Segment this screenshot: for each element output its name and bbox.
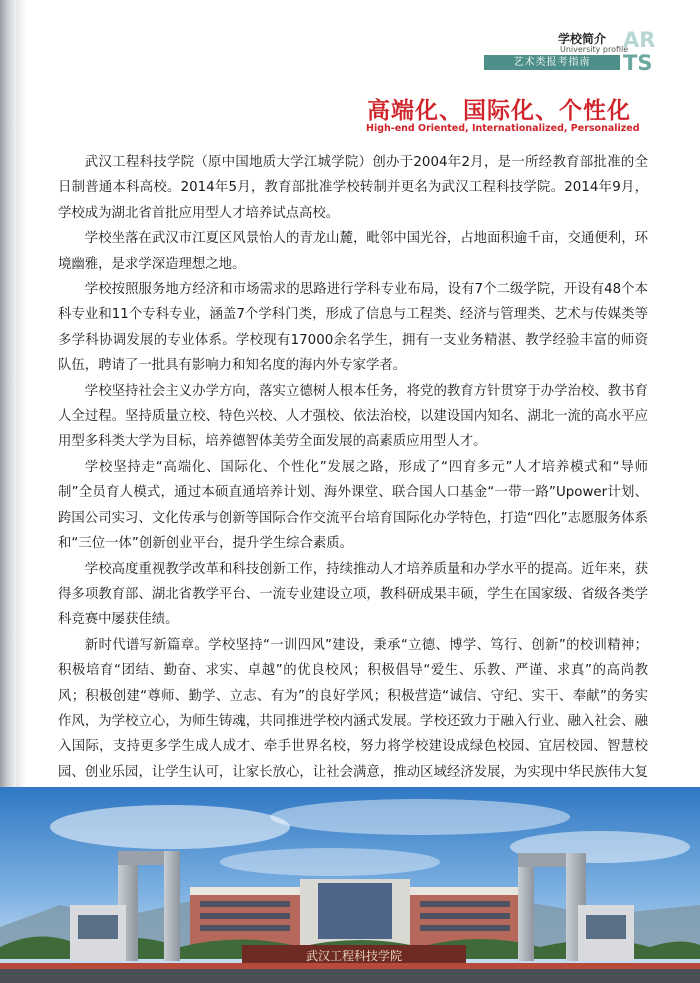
road: [0, 969, 700, 983]
arts-logo-icon: [622, 26, 668, 72]
paragraph-internationalization: 学校坚持走“高端化、国际化、个性化”发展之路，形成了“四育多元”人才培养模式和“导师制”全员育人模式，通过本硕直通培养计划、海外课堂、联合国人口基金“一带一路”Upower计划、跨国公司实习、文化传承与创新等国际合作交流平台培育国际化办学特色，打造“四化”志愿服务体系和“三位一体”创新创业平台，提升学生综合素质。: [58, 459, 648, 552]
campus-gate-photo: [0, 787, 700, 983]
logo-letters-bottom: TS: [623, 51, 653, 72]
right-gate-pillar: [518, 853, 534, 961]
headline-cn: 高端化、国际化、个性化: [367, 97, 631, 124]
paragraph-location: 学校坐落在武汉市江夏区风景怡人的青龙山麓，毗邻中国光谷，占地面积逾千亩，交通便利，环境幽雅，是求学深造理想之地。: [58, 231, 648, 272]
gate-sign-text: 武汉工程科技学院: [305, 949, 403, 963]
paragraph-disciplines: 学校按照服务地方经济和市场需求的思路进行学科专业布局，设有7个二级学院，开设有48个本科专业和11个专科专业，涵盖7个学科门类，形成了信息与工程类、经济与管理类、艺术与传媒类等多学科协调发展的专业体系。学校现有17000余名学生，拥有一支业务精湛、教学经验丰富的师资队伍，聘请了一批具有影响力和知名度的海内外专家学者。: [58, 282, 648, 374]
headline-en: High-end Oriented, Internationalized, Personalized: [366, 123, 640, 134]
paragraph-mission: 学校坚持社会主义办学方向，落实立德树人根本任务，将党的教育方针贯穿于办学治校、教书育人全过程。坚持质量立校、特色兴校、人才强校、依法治校，以建设国内知名、湖北一流的高水平应用型多科类大学为目标，培养德智体美劳全面发展的高素质应用型人才。: [58, 383, 648, 450]
guide-banner: 艺术类报考指南: [484, 55, 620, 70]
paragraph-history: 武汉工程科技学院（原中国地质大学江城学院）创办于2004年2月，是一所经教育部批准的全日制普通本科高校。2014年5月，教育部批准学校转制并更名为武汉工程科技学院。2014年9月，学校成为湖北省首批应用型人才培养试点高校。: [58, 155, 648, 221]
article-body: [58, 150, 648, 811]
paragraph-new-era: 新时代谱写新篇章。学校坚持“一训四风”建设，秉承“立德、博学、笃行、创新”的校训精神；积极培育“团结、勤奋、求实、卓越”的优良校风；积极倡导“爱生、乐教、严谨、求真”的高尚教风；积极创建“尊师、勤学、立志、有为”的良好学风；积极营造“诚信、守纪、实干、奉献”的务实作风，为学校立心，为师生铸魂，共同推进学校内涵式发展。学校还致力于融入行业、融入社会、融入国际，支持更多学生成人成才、牵手世界名校，努力将学校建设成绿色校园、宜居校园、智慧校园、创业乐园，让学生认可，让家长放心，让社会满意，推动区域经济发展，为实现中华民族伟大复: [58, 637, 648, 780]
section-title: 学校简介: [558, 32, 607, 46]
paragraph-reform: 学校高度重视教学改革和科技创新工作，持续推动人才培养质量和办学水平的提高。近年来，获得多项教育部、湖北省教学平台、一流专业建设立项，教科研成果丰硕，学生在国家级、省级各类学科竞赛中屡获佳绩。: [58, 561, 648, 628]
section-subtitle: University profile: [560, 45, 629, 54]
logo-letters-top: AR: [623, 28, 656, 52]
